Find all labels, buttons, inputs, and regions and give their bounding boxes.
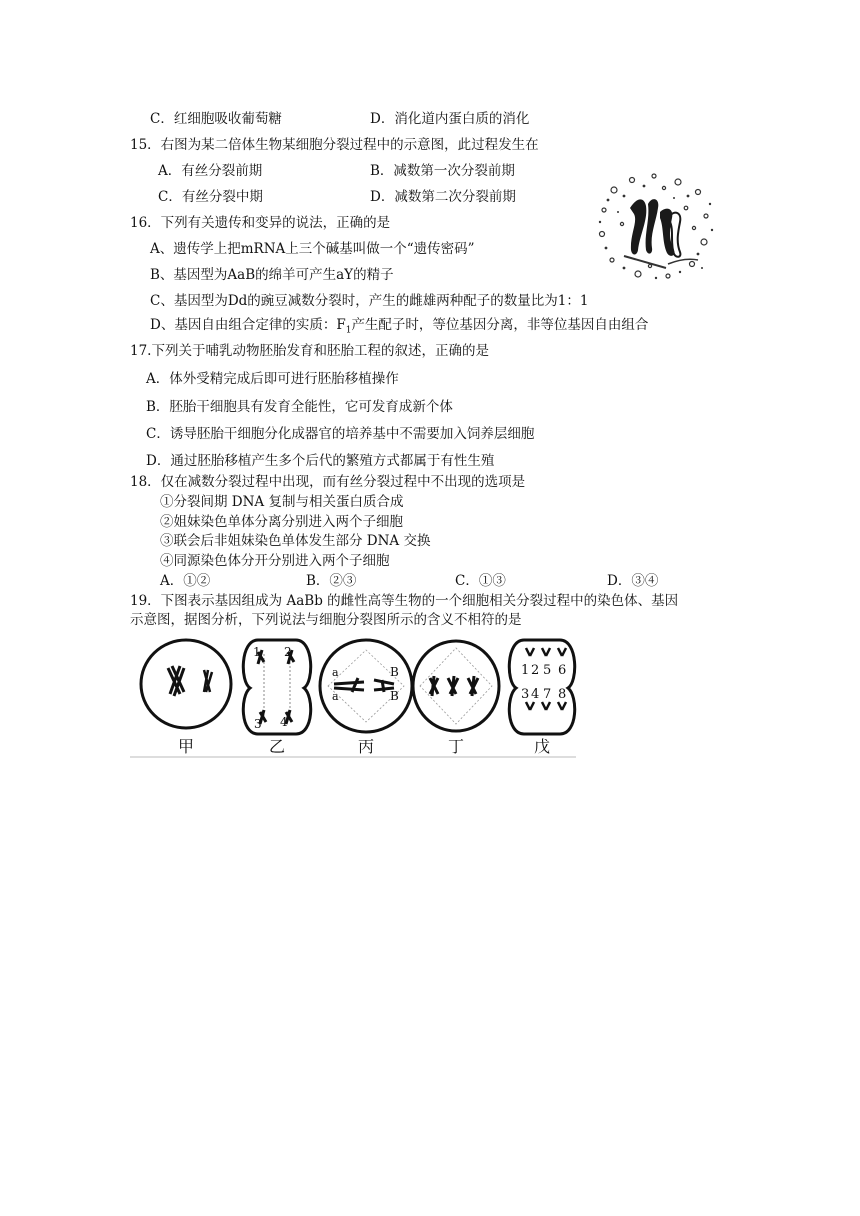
option-d: D．消化道内蛋白质的消化: [370, 111, 530, 127]
question-16-option-c: C、基因型为Dd的豌豆减数分裂时，产生的雌雄两种配子的数量比为1：1: [150, 293, 589, 309]
wu-number-7: 7: [543, 687, 552, 702]
question-18-item-4: ④同源染色体分开分别进入两个子细胞: [160, 553, 390, 569]
wu-number-6: 6: [558, 663, 567, 678]
question-15-cell-figure: [594, 168, 718, 284]
question-16-option-d-subscript: 1: [345, 325, 352, 336]
cell-wu: [509, 640, 574, 734]
yi-number-4: 4: [280, 715, 288, 729]
question-15-option-a: A．有丝分裂前期: [158, 163, 263, 179]
question-18-item-1: ①分裂间期 DNA 复制与相关蛋白质合成: [160, 494, 404, 510]
question-16-option-d-suffix: 产生配子时，等位基因分离，非等位基因自由组合: [351, 317, 649, 333]
question-17-option-a: A．体外受精完成后即可进行胚胎移植操作: [146, 371, 399, 387]
question-16-option-b: B、基因型为AaB的绵羊可产生aY的精子: [150, 267, 394, 283]
yi-number-2: 2: [284, 645, 292, 659]
wu-number-3: 3: [521, 687, 530, 702]
question-17-stem: 17.下列关于哺乳动物胚胎发育和胚胎工程的叙述，正确的是: [130, 343, 489, 359]
cell-ding: [413, 641, 499, 731]
question-18-stem: 18．仅在减数分裂过程中出现，而有丝分裂过程中不出现的选项是: [130, 474, 526, 490]
label-wu: 戊: [534, 737, 551, 756]
question-16-option-d-prefix: D、基因自由组合定律的实质：F: [150, 317, 346, 333]
question-17-option-c: C．诱导胚胎干细胞分化成器官的培养基中不需要加入饲养层细胞: [146, 426, 535, 442]
question-19-stem-line-1: 19．下图表示基因组成为 AaBb 的雌性高等生物的一个细胞相关分裂过程中的染色体、基因: [130, 593, 679, 609]
wu-number-4: 4: [531, 687, 540, 702]
bing-gene-a-bottom: a: [332, 690, 339, 703]
bing-gene-b-bottom: B: [390, 689, 399, 703]
label-yi: 乙: [269, 737, 286, 756]
question-15-option-b: B．减数第一次分裂前期: [370, 163, 515, 179]
question-18-option-d: D．③④: [607, 573, 659, 589]
option-c: C．红细胞吸收葡萄糖: [150, 111, 282, 127]
question-18-option-c: C．①③: [455, 573, 506, 589]
yi-number-1: 1: [253, 645, 261, 659]
question-18-item-2: ②姐妹染色单体分离分别进入两个子细胞: [160, 514, 403, 530]
cell-bing: [320, 640, 412, 732]
label-ding: 丁: [448, 737, 465, 756]
question-18-option-a: A．①②: [160, 573, 211, 589]
question-19-cell-division-figure: [128, 630, 578, 758]
wu-number-8: 8: [558, 687, 567, 702]
question-15-option-c: C．有丝分裂中期: [158, 189, 263, 205]
question-19-stem-line-2: 示意图，据图分析，下列说法与细胞分裂图所示的含义不相符的是: [130, 612, 522, 628]
question-17-option-b: B．胚胎干细胞具有发育全能性，它可发育成新个体: [146, 399, 453, 415]
question-15-option-d: D．减数第二次分裂前期: [370, 189, 516, 205]
question-15-stem: 15．右图为某二倍体生物某细胞分裂过程中的示意图，此过程发生在: [130, 137, 539, 153]
wu-number-1: 1: [521, 663, 530, 678]
question-16-option-a: A、遗传学上把mRNA上三个碱基叫做一个“遗传密码”: [150, 241, 475, 257]
label-jia: 甲: [178, 737, 195, 756]
cell-jia: [141, 640, 231, 728]
question-18-option-b: B．②③: [306, 573, 357, 589]
question-16-stem: 16．下列有关遗传和变异的说法，正确的是: [130, 215, 391, 231]
cell-yi: [243, 640, 310, 734]
wu-number-5: 5: [543, 663, 552, 678]
wu-number-2: 2: [531, 663, 540, 678]
bing-gene-b-top: B: [390, 665, 399, 679]
bing-gene-a-top: a: [332, 666, 339, 679]
yi-number-3: 3: [254, 717, 262, 731]
question-17-option-d: D．通过胚胎移植产生多个后代的繁殖方式都属于有性生殖: [146, 453, 495, 469]
question-16-option-d: [150, 316, 648, 340]
question-18-item-3: ③联会后非姐妹染色单体发生部分 DNA 交换: [160, 533, 431, 549]
label-bing: 丙: [358, 737, 375, 756]
